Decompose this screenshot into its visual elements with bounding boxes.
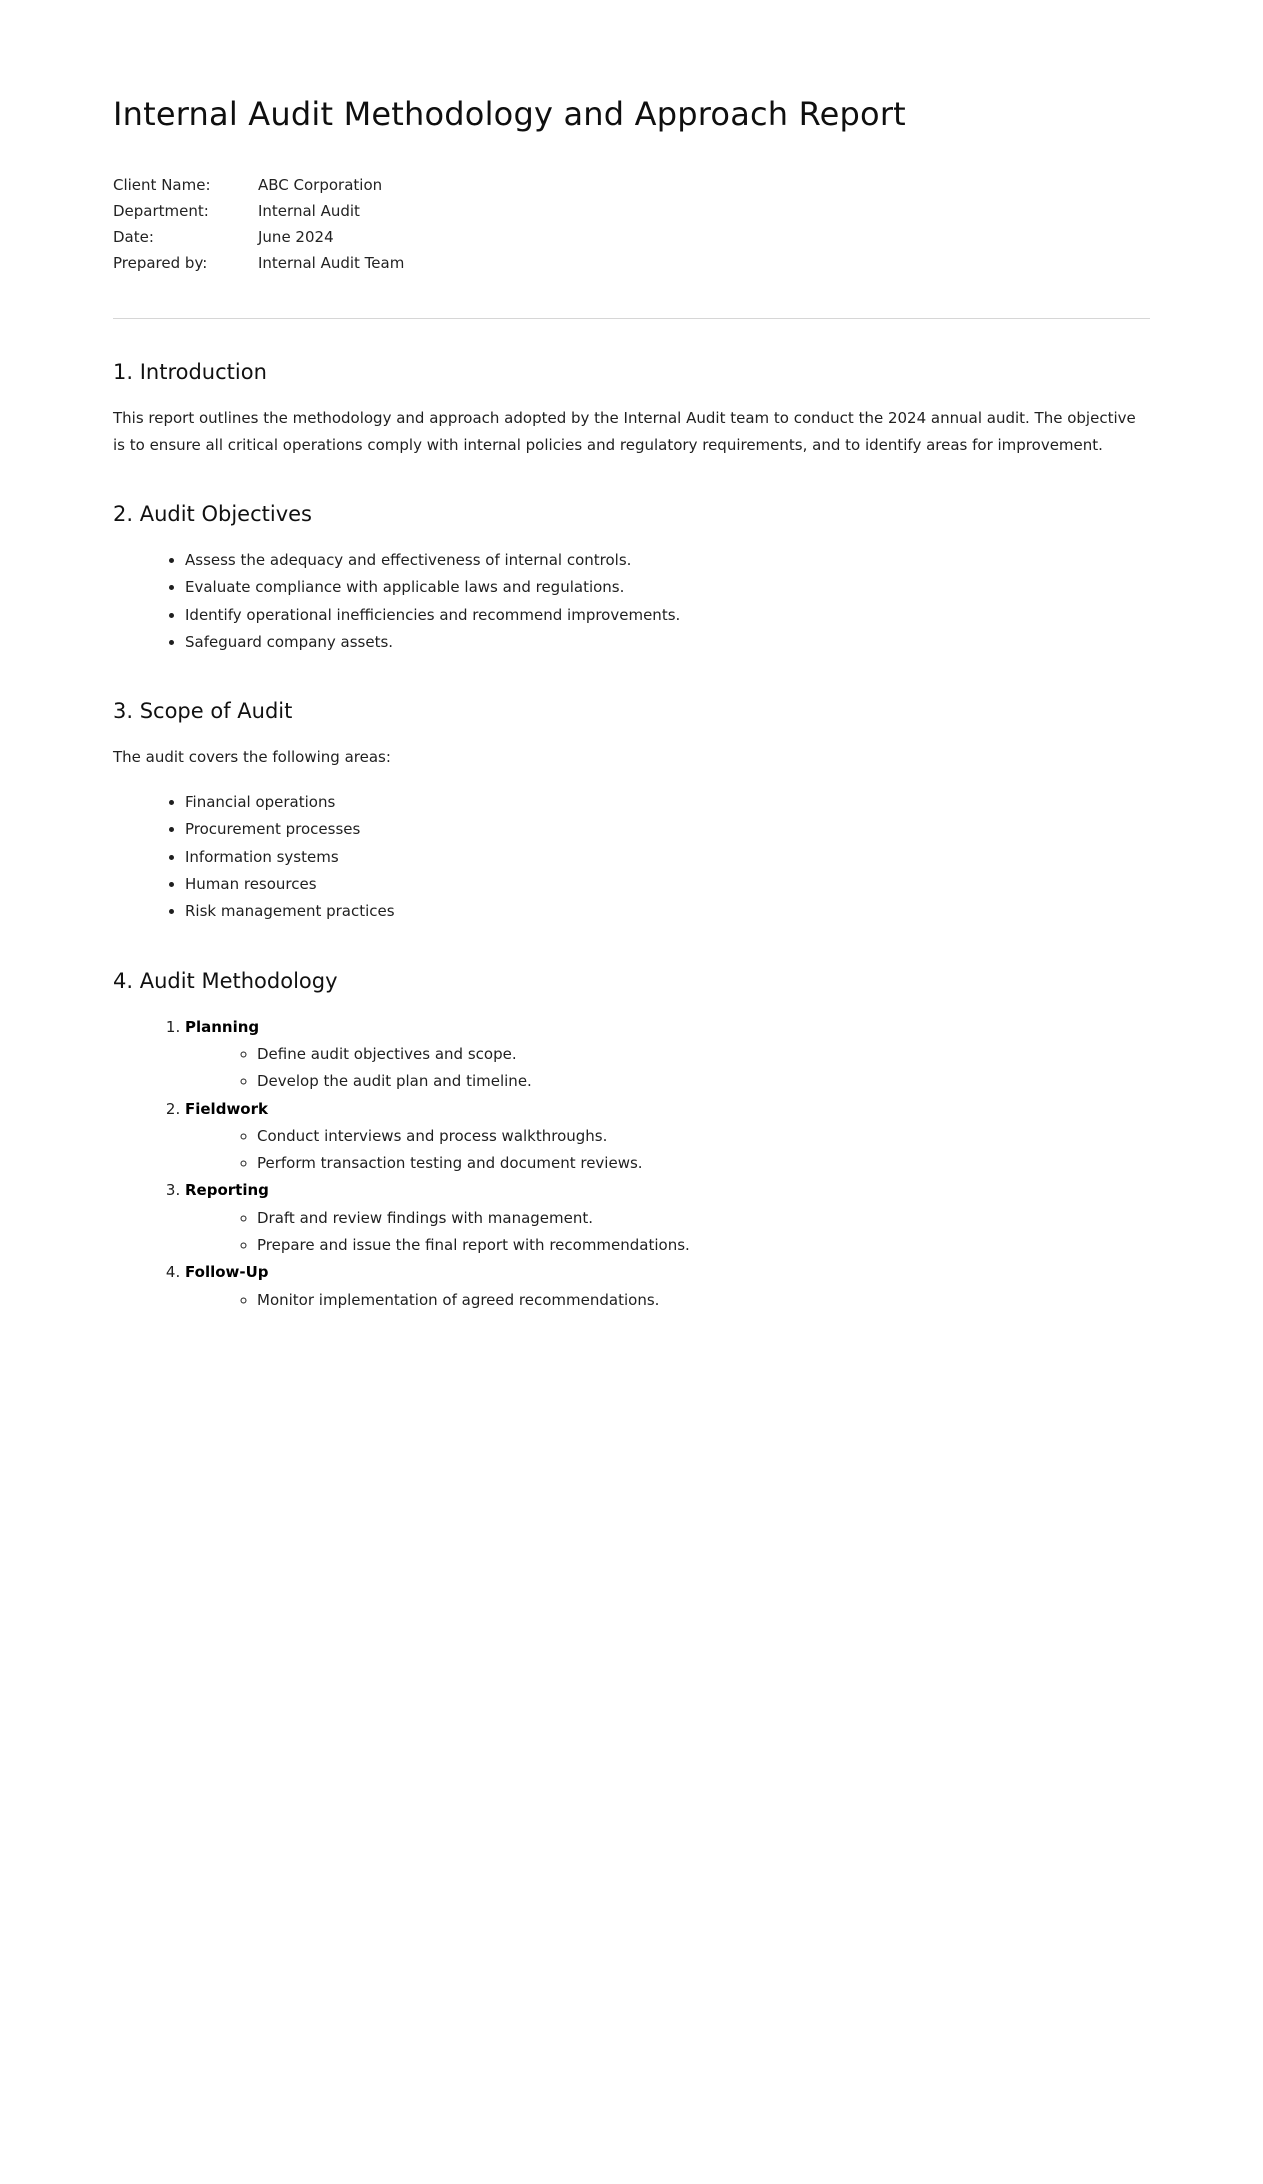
section-divider bbox=[113, 318, 1150, 319]
meta-row-client bbox=[113, 172, 1150, 198]
meta-label: Department: bbox=[113, 202, 209, 220]
methodology-step-follow-up bbox=[185, 1259, 1150, 1314]
list-item: ◦ Develop the audit plan and timeline. bbox=[257, 1068, 1150, 1095]
meta-row-department bbox=[113, 198, 1150, 224]
methodology-step-reporting bbox=[185, 1177, 1150, 1259]
methodology-steps bbox=[113, 1014, 1150, 1314]
step-title: Reporting bbox=[185, 1181, 269, 1200]
document-title: Internal Audit Methodology and Approach Report bbox=[113, 95, 906, 133]
meta-label: Date: bbox=[113, 228, 154, 246]
list-item: • Information systems bbox=[185, 844, 1150, 871]
meta-label: Client Name: bbox=[113, 176, 211, 194]
list-item: • Safeguard company assets. bbox=[185, 629, 1150, 656]
section-introduction bbox=[113, 357, 1150, 459]
step-sublist bbox=[185, 1205, 1150, 1260]
meta-value: Internal Audit bbox=[258, 202, 360, 220]
scope-list bbox=[113, 789, 1150, 925]
list-item: ◦ Perform transaction testing and document reviews. bbox=[257, 1150, 1150, 1177]
list-item: • Identify operational inefficiencies and recommend improvements. bbox=[185, 602, 1150, 629]
introduction-paragraph: This report outlines the methodology and approach adopted by the Internal Audit team to conduct the 2024 annual audit. The objective is to ensure all critical operations comply with internal policies and regulatory requirements, and to identify areas for improvement. bbox=[113, 409, 1136, 454]
section-methodology bbox=[113, 966, 1150, 1314]
meta-row-date bbox=[113, 224, 1150, 250]
section-heading: 2. Audit Objectives bbox=[113, 502, 312, 526]
list-item: • Risk management practices bbox=[185, 898, 1150, 925]
list-item: ◦ Draft and review findings with management. bbox=[257, 1205, 1150, 1232]
step-sublist bbox=[185, 1287, 1150, 1314]
list-item: ◦ Monitor implementation of agreed recommendations. bbox=[257, 1287, 1150, 1314]
scope-intro: The audit covers the following areas: bbox=[113, 748, 391, 767]
list-item: ◦ Define audit objectives and scope. bbox=[257, 1041, 1150, 1068]
methodology-step-fieldwork bbox=[185, 1096, 1150, 1178]
list-item: ◦ Prepare and issue the final report with recommendations. bbox=[257, 1232, 1150, 1259]
list-item: • Financial operations bbox=[185, 789, 1150, 816]
meta-value: June 2024 bbox=[258, 228, 334, 246]
section-heading: 4. Audit Methodology bbox=[113, 968, 338, 993]
meta-label: Prepared by: bbox=[113, 254, 208, 272]
step-sublist bbox=[185, 1041, 1150, 1096]
meta-row-prepared-by bbox=[113, 250, 1150, 276]
meta-value: Internal Audit Team bbox=[258, 254, 405, 272]
section-heading: 3. Scope of Audit bbox=[113, 699, 293, 724]
section-heading: 1. Introduction bbox=[113, 360, 267, 384]
step-title: Fieldwork bbox=[185, 1099, 268, 1118]
list-item: ◦ Conduct interviews and process walkthroughs. bbox=[257, 1123, 1150, 1150]
section-objectives bbox=[113, 499, 1150, 656]
list-item: • Assess the adequacy and effectiveness of internal controls. bbox=[185, 547, 1150, 574]
list-item: • Procurement processes bbox=[185, 816, 1150, 843]
step-title: Follow-Up bbox=[185, 1263, 269, 1282]
section-scope bbox=[113, 696, 1150, 925]
methodology-step-planning bbox=[185, 1014, 1150, 1096]
list-item: • Evaluate compliance with applicable laws and regulations. bbox=[185, 574, 1150, 601]
document-meta bbox=[113, 172, 1150, 276]
objectives-list bbox=[113, 547, 1150, 656]
step-title: Planning bbox=[185, 1017, 260, 1036]
list-item: • Human resources bbox=[185, 871, 1150, 898]
meta-value: ABC Corporation bbox=[258, 176, 383, 194]
step-sublist bbox=[185, 1123, 1150, 1178]
